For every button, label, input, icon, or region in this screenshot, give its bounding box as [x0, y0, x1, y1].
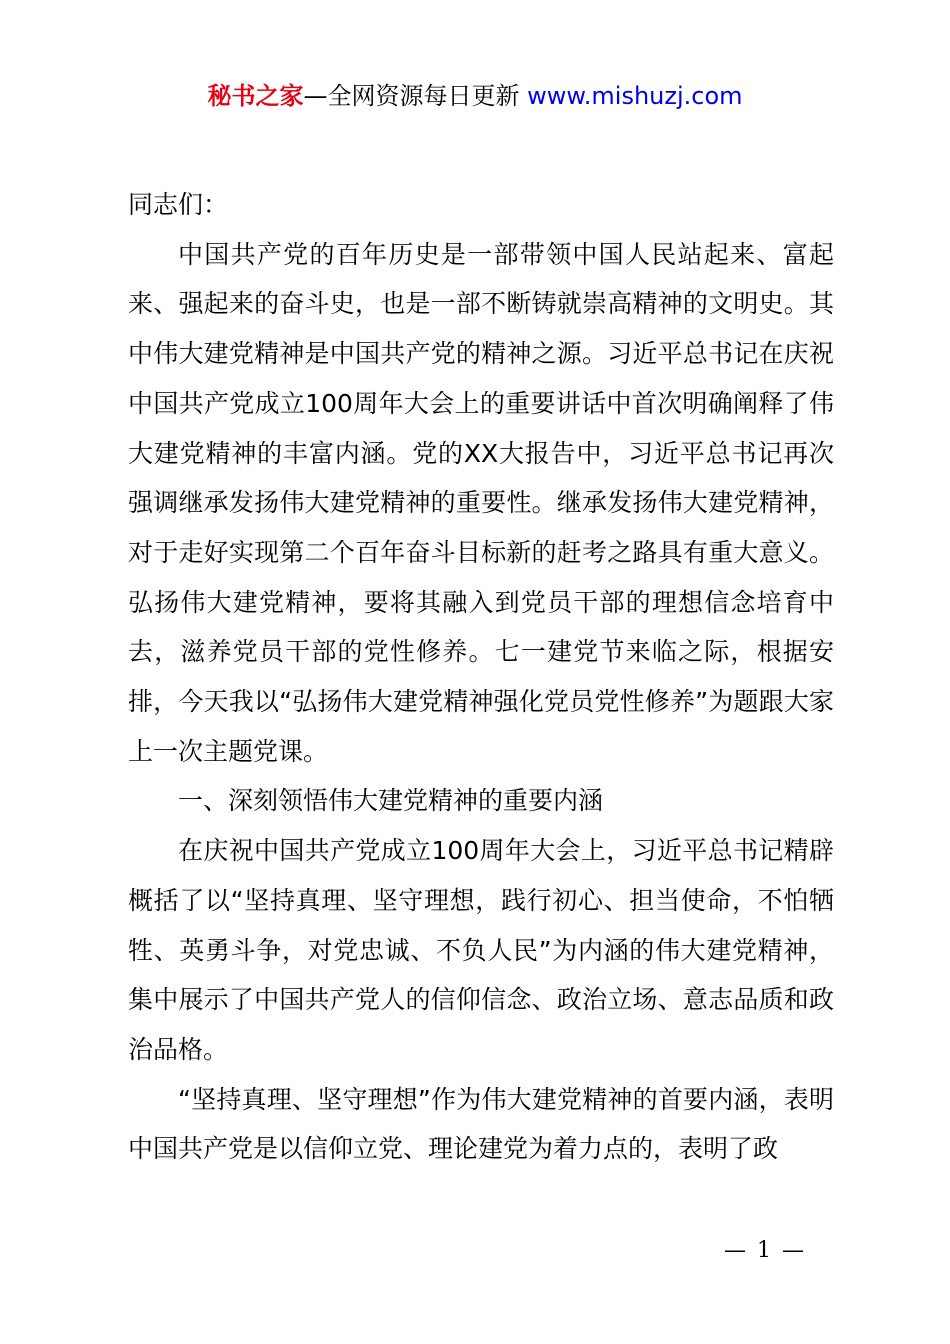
site-tagline: —全网资源每日更新	[303, 82, 528, 110]
site-header-banner	[0, 78, 950, 114]
paragraph-section-1: 在庆祝中国共产党成立100周年大会上，习近平总书记精辟概括了以“坚持真理、坚守理想，践行初心、担当使命，不怕牺牲、英勇斗争，对党忠诚、不负人民”为内涵的伟大建党精神，集中展示了中国共产党人的信仰信念、政治立场、意志品质和政治品格。	[128, 836, 834, 1064]
site-brand: 秘书之家	[207, 82, 304, 110]
section-heading-1: 一、深刻领悟伟大建党精神的重要内涵	[178, 786, 604, 816]
document-body	[128, 180, 834, 1174]
site-url-link[interactable]: www.mishuzj.com	[527, 82, 743, 110]
paragraph-intro: 中国共产党的百年历史是一部带领中国人民站起来、富起来、强起来的奋斗史，也是一部不断铸就崇高精神的文明史。其中伟大建党精神是中国共产党的精神之源。习近平总书记在庆祝中国共产党成立100周年大会上的重要讲话中首次明确阐释了伟大建党精神的丰富内涵。党的XX大报告中，习近平总书记再次强调继承发扬伟大建党精神的重要性。继承发扬伟大建党精神，对于走好实现第二个百年奋斗目标新的赶考之路具有重大意义。弘扬伟大建党精神，要将其融入到党员干部的理想信念培育中去，滋养党员干部的党性修养。七一建党节来临之际，根据安排，今天我以“弘扬伟大建党精神强化党员党性修养”为题跟大家上一次主题党课。	[128, 239, 834, 766]
paragraph-truth-ideals: “坚持真理、坚守理想”作为伟大建党精神的首要内涵，表明中国共产党是以信仰立党、理论建党为着力点的，表明了政	[128, 1084, 834, 1164]
salutation: 同志们：	[128, 190, 229, 219]
page-number: — 1 —	[724, 1238, 806, 1263]
